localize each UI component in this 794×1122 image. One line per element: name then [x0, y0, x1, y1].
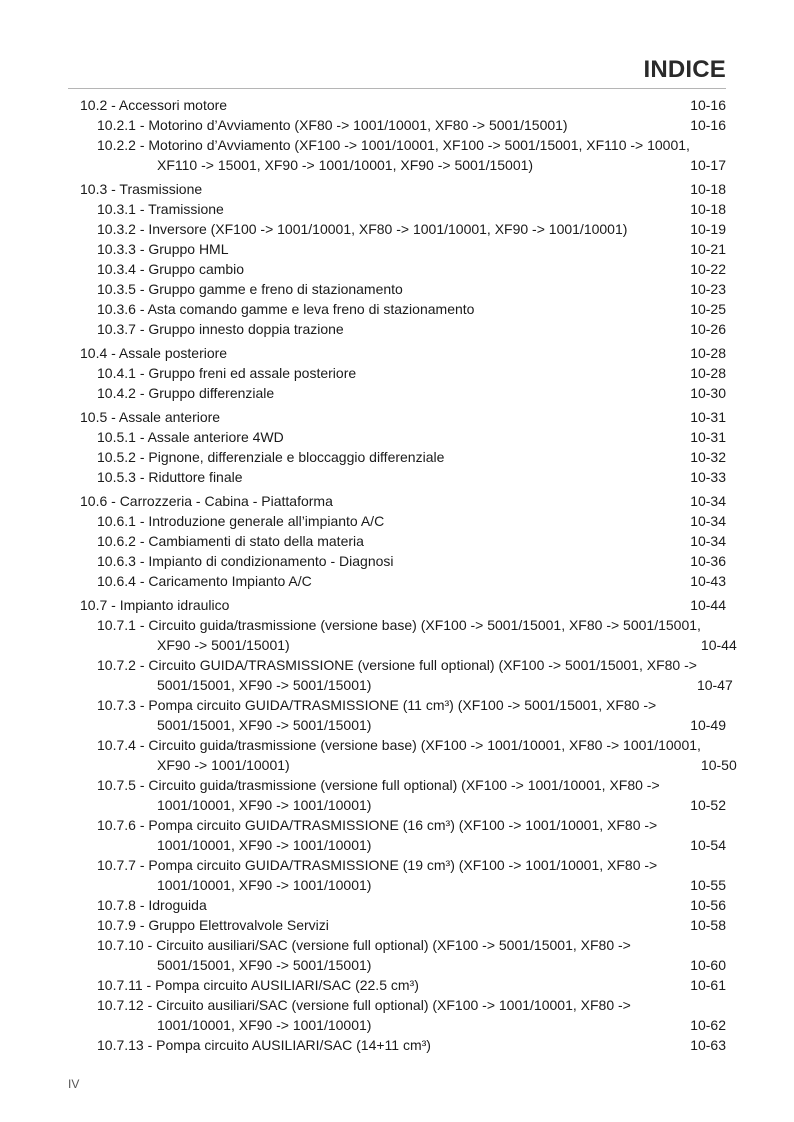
toc-entry-title-continuation: XF110 -> 15001, XF90 -> 1001/10001, XF90 -> 5001/15001)	[157, 157, 534, 173]
toc-entry-title	[80, 427, 670, 447]
toc-entry-title-line: 10.7.4 - Circuito guida/trasmissione (versione base) (XF100 -> 1001/10001, XF80 -> 1001/10001,	[97, 737, 701, 753]
page-number: IV	[68, 1077, 80, 1091]
toc-subsection-entry	[80, 239, 726, 259]
toc-entry-title-line: 10.6.4 - Caricamento Impianto A/C	[97, 573, 312, 589]
toc-subsection-entry	[80, 995, 726, 1035]
toc-entry-title-line: 10.7.5 - Circuito guida/trasmissione (versione full optional) (XF100 -> 1001/10001, XF80 ->	[97, 777, 660, 793]
toc-entry-title-line: 10.6.3 - Impianto di condizionamento - Diagnosi	[97, 553, 394, 569]
toc-page-number: 10-31	[690, 429, 726, 445]
toc-page-number: 10-26	[690, 321, 726, 337]
toc-page-number: 10-60	[690, 957, 726, 973]
toc-page-number: 10-28	[690, 365, 726, 381]
toc-page-number: 10-30	[690, 385, 726, 401]
toc-page-number: 10-52	[690, 797, 726, 813]
toc-subsection-entry	[80, 279, 726, 299]
toc-entry-title-line: 10.7.10 - Circuito ausiliari/SAC (versione full optional) (XF100 -> 5001/15001, XF80 ->	[97, 937, 631, 953]
toc-page-number: 10-61	[690, 977, 726, 993]
toc-subsection-entry	[80, 319, 726, 339]
toc-page-number: 10-18	[690, 181, 726, 197]
toc-entry-title	[80, 179, 670, 199]
toc-entry-title-line: 10.3 - Trasmissione	[80, 181, 203, 197]
toc-page-number: 10-16	[690, 97, 726, 113]
toc-page-number: 10-56	[690, 897, 726, 913]
toc-entry-title-line: 10.4 - Assale posteriore	[80, 345, 228, 361]
toc-entry-title-continuation: 1001/10001, XF90 -> 1001/10001)	[157, 877, 372, 893]
toc-entry-title-continuation: XF90 -> 1001/10001)	[157, 757, 290, 773]
toc-entry-title	[80, 95, 670, 115]
toc-entry-title-continuation: 5001/15001, XF90 -> 5001/15001)	[157, 677, 372, 693]
toc-entry-title-line: 10.7.8 - Idroguida	[97, 897, 207, 913]
toc-subsection-entry	[80, 447, 726, 467]
toc-page-number: 10-58	[690, 917, 726, 933]
toc-entry-title	[80, 655, 697, 695]
toc-entry-title	[80, 259, 670, 279]
toc-entry-title	[80, 551, 670, 571]
toc-entry-title-line: 10.3.6 - Asta comando gamme e leva freno di stazionamento	[97, 301, 475, 317]
toc-subsection-entry	[80, 199, 726, 219]
toc-entry-title-line: 10.7.3 - Pompa circuito GUIDA/TRASMISSIONE (11 cm³) (XF100 -> 5001/15001, XF80 ->	[97, 697, 657, 713]
toc-entry-title	[80, 299, 670, 319]
toc-entry-title-line: 10.7.9 - Gruppo Elettrovalvole Servizi	[97, 917, 329, 933]
toc-entry-title-line: 10.3.5 - Gruppo gamme e freno di stazionamento	[97, 281, 403, 297]
header-divider	[68, 88, 726, 89]
toc-page-number: 10-18	[690, 201, 726, 217]
toc-entry-title	[80, 363, 670, 383]
toc-entry-title-continuation: 5001/15001, XF90 -> 5001/15001)	[157, 717, 372, 733]
toc-entry-title-line: 10.3.3 - Gruppo HML	[97, 241, 229, 257]
toc-entry-title-line: 10.5.2 - Pignone, differenziale e bloccaggio differenziale	[97, 449, 445, 465]
toc-entry-title	[80, 491, 670, 511]
toc-page-number: 10-34	[690, 533, 726, 549]
toc-page-number: 10-25	[690, 301, 726, 317]
toc-page-number: 10-31	[690, 409, 726, 425]
toc-subsection-entry	[80, 775, 726, 815]
toc-subsection-entry	[80, 915, 726, 935]
toc-entry-title-line: 10.3.2 - Inversore (XF100 -> 1001/10001, XF80 -> 1001/10001, XF90 -> 1001/10001)	[97, 221, 628, 237]
toc-subsection-entry	[80, 467, 726, 487]
toc-page-number: 10-16	[690, 117, 726, 133]
toc-entry-title	[80, 279, 670, 299]
toc-page-number: 10-22	[690, 261, 726, 277]
toc-page-number: 10-23	[690, 281, 726, 297]
toc-entry-title-line: 10.7 - Impianto idraulico	[80, 597, 230, 613]
toc-entry-title	[80, 975, 670, 995]
toc-page-number: 10-54	[690, 837, 726, 853]
toc-entry-title	[80, 135, 690, 175]
toc-subsection-entry	[80, 551, 726, 571]
toc-entry-title-line: 10.3.7 - Gruppo innesto doppia trazione	[97, 321, 344, 337]
toc-entry-title-continuation: 1001/10001, XF90 -> 1001/10001)	[157, 797, 372, 813]
table-of-contents	[80, 95, 737, 1055]
toc-entry-title-line: 10.5 - Assale anteriore	[80, 409, 221, 425]
toc-entry-title-line: 10.6 - Carrozzeria - Cabina - Piattaforma	[80, 493, 333, 509]
toc-page-number: 10-17	[690, 157, 726, 173]
toc-entry-title	[80, 319, 670, 339]
toc-entry-title	[80, 383, 670, 403]
toc-entry-title	[80, 219, 670, 239]
toc-entry-title	[80, 695, 670, 735]
toc-entry-title	[80, 775, 670, 815]
toc-page-number: 10-63	[690, 1037, 726, 1053]
toc-entry-title-line: 10.4.2 - Gruppo differenziale	[97, 385, 275, 401]
toc-entry-title	[80, 1035, 670, 1055]
toc-subsection-entry	[80, 115, 726, 135]
toc-subsection-entry	[80, 935, 726, 975]
toc-section-entry	[80, 95, 726, 115]
toc-subsection-entry	[80, 511, 726, 531]
toc-subsection-entry	[80, 975, 726, 995]
toc-subsection-entry	[80, 363, 726, 383]
toc-subsection-entry	[80, 1035, 726, 1055]
toc-section-entry	[80, 491, 726, 511]
toc-entry-title	[80, 855, 670, 895]
toc-entry-title	[80, 915, 670, 935]
toc-entry-title	[80, 935, 670, 975]
toc-entry-title	[80, 815, 670, 855]
toc-subsection-entry	[80, 895, 726, 915]
toc-page-number: 10-28	[690, 345, 726, 361]
toc-entry-title-line: 10.7.2 - Circuito GUIDA/TRASMISSIONE (versione full optional) (XF100 -> 5001/15001, XF80 ->	[97, 657, 697, 673]
toc-subsection-entry	[80, 571, 726, 591]
toc-section-entry	[80, 343, 726, 363]
toc-subsection-entry	[80, 427, 726, 447]
toc-entry-title	[80, 467, 670, 487]
toc-page-number: 10-50	[700, 757, 737, 773]
toc-page-number: 10-44	[700, 637, 737, 653]
toc-page-number: 10-49	[690, 717, 726, 733]
toc-entry-title	[80, 199, 670, 219]
toc-entry-title	[80, 735, 701, 775]
toc-entry-title-line: 10.7.13 - Pompa circuito AUSILIARI/SAC (14+11 cm³)	[97, 1037, 431, 1053]
toc-entry-title-line: 10.3.4 - Gruppo cambio	[97, 261, 245, 277]
toc-entry-title-line: 10.5.3 - Riduttore finale	[97, 469, 243, 485]
toc-entry-title-line: 10.6.1 - Introduzione generale all’impianto A/C	[97, 513, 385, 529]
toc-entry-title-line: 10.2.1 - Motorino d’Avviamento (XF80 -> 1001/10001, XF80 -> 5001/15001)	[97, 117, 568, 133]
toc-page-number: 10-34	[690, 493, 726, 509]
toc-subsection-entry	[80, 531, 726, 551]
toc-section-entry	[80, 407, 726, 427]
toc-entry-title-continuation: 1001/10001, XF90 -> 1001/10001)	[157, 837, 372, 853]
toc-section-entry	[80, 595, 726, 615]
page-title: INDICE	[643, 56, 726, 83]
toc-entry-title	[80, 511, 670, 531]
toc-entry-title-line: 10.2 - Accessori motore	[80, 97, 228, 113]
toc-subsection-entry	[80, 383, 726, 403]
toc-page-number: 10-44	[690, 597, 726, 613]
toc-entry-title	[80, 531, 670, 551]
toc-entry-title-line: 10.7.11 - Pompa circuito AUSILIARI/SAC (22.5 cm³)	[97, 977, 419, 993]
toc-subsection-entry	[80, 259, 726, 279]
toc-subsection-entry	[80, 299, 726, 319]
toc-entry-title-line: 10.2.2 - Motorino d’Avviamento (XF100 -> 1001/10001, XF100 -> 5001/15001, XF110 -> 10001,	[97, 137, 690, 153]
toc-entry-title	[80, 895, 670, 915]
toc-page-number: 10-43	[690, 573, 726, 589]
toc-subsection-entry	[80, 735, 737, 775]
toc-entry-title	[80, 115, 670, 135]
toc-entry-title-continuation: 1001/10001, XF90 -> 1001/10001)	[157, 1017, 372, 1033]
toc-entry-title-line: 10.7.12 - Circuito ausiliari/SAC (versione full optional) (XF100 -> 1001/10001, XF80 ->	[97, 997, 631, 1013]
toc-entry-title-line: 10.5.1 - Assale anteriore 4WD	[97, 429, 284, 445]
toc-entry-title-line: 10.7.1 - Circuito guida/trasmissione (versione base) (XF100 -> 5001/15001, XF80 -> 5001/15001,	[97, 617, 701, 633]
toc-entry-title-line: 10.4.1 - Gruppo freni ed assale posteriore	[97, 365, 357, 381]
toc-entry-title	[80, 407, 670, 427]
toc-subsection-entry	[80, 615, 737, 655]
toc-entry-title	[80, 615, 701, 655]
toc-page-number: 10-47	[696, 677, 733, 693]
toc-entry-title	[80, 343, 670, 363]
toc-entry-title-line: 10.6.2 - Cambiamenti di stato della materia	[97, 533, 364, 549]
toc-section-entry	[80, 179, 726, 199]
toc-entry-title	[80, 595, 670, 615]
toc-page-number: 10-55	[690, 877, 726, 893]
toc-page-number: 10-21	[690, 241, 726, 257]
toc-page-number: 10-36	[690, 553, 726, 569]
toc-subsection-entry	[80, 219, 726, 239]
toc-entry-title	[80, 447, 670, 467]
toc-page-number: 10-62	[690, 1017, 726, 1033]
toc-page-number: 10-19	[690, 221, 726, 237]
toc-entry-title	[80, 571, 670, 591]
toc-entry-title	[80, 239, 670, 259]
toc-entry-title-line: 10.7.7 - Pompa circuito GUIDA/TRASMISSIONE (19 cm³) (XF100 -> 1001/10001, XF80 ->	[97, 857, 658, 873]
toc-subsection-entry	[80, 855, 726, 895]
toc-subsection-entry	[80, 135, 726, 175]
toc-entry-title-line: 10.3.1 - Tramissione	[97, 201, 224, 217]
toc-subsection-entry	[80, 695, 726, 735]
toc-page-number: 10-34	[690, 513, 726, 529]
toc-entry-title-line: 10.7.6 - Pompa circuito GUIDA/TRASMISSIONE (16 cm³) (XF100 -> 1001/10001, XF80 ->	[97, 817, 658, 833]
toc-entry-title	[80, 995, 670, 1035]
toc-entry-title-continuation: 5001/15001, XF90 -> 5001/15001)	[157, 957, 372, 973]
toc-page-number: 10-33	[690, 469, 726, 485]
toc-page-number: 10-32	[690, 449, 726, 465]
toc-subsection-entry	[80, 815, 726, 855]
toc-subsection-entry	[80, 655, 733, 695]
toc-entry-title-continuation: XF90 -> 5001/15001)	[157, 637, 290, 653]
